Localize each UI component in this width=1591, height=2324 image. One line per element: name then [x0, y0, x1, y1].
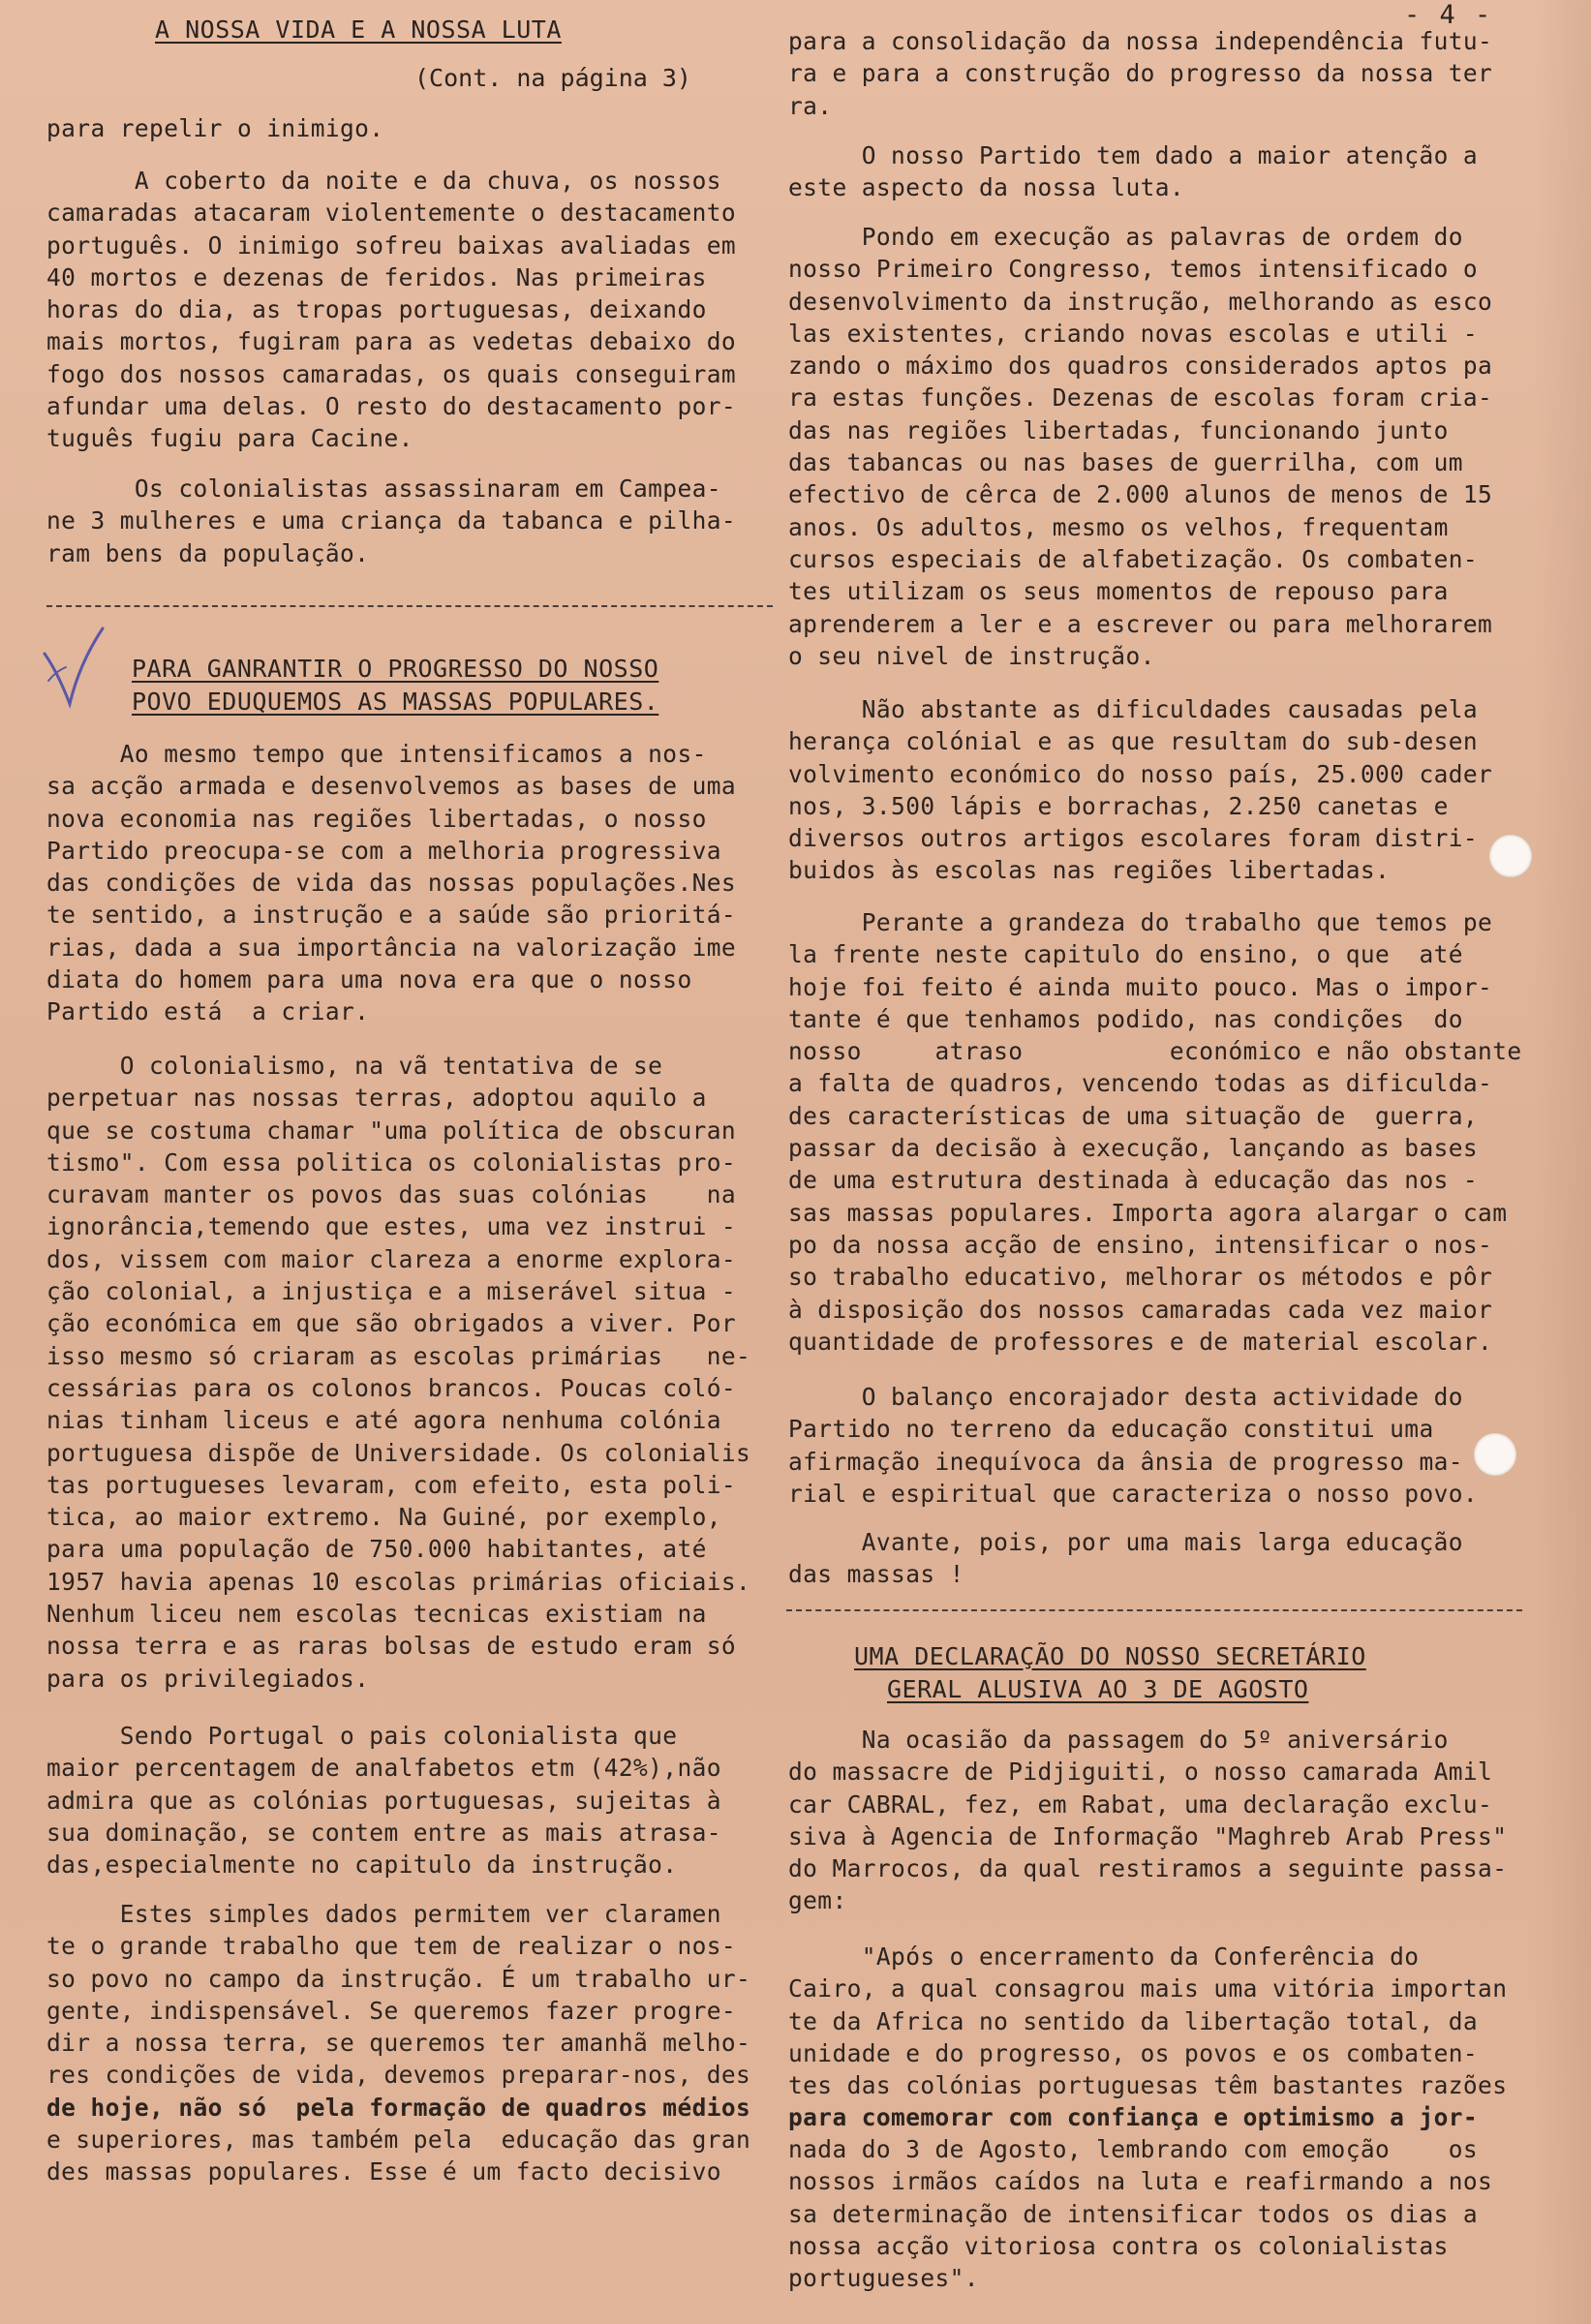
paragraph: Os colonialistas assassinaram em Campea- ne 3 mulheres e uma criança da tabanca e pilha- ram bens da população.: [46, 474, 737, 567]
punch-hole: [1474, 1433, 1516, 1476]
section-divider: [786, 1609, 1522, 1611]
checkmark-icon: [41, 625, 108, 712]
section-divider: [46, 605, 773, 607]
punch-hole: [1489, 835, 1532, 877]
paragraph: Não abstante as dificuldades causadas pela herança colónial e as que resultam do sub-desen volvimento económico do nosso país, 25.000 cader nos, 3.500 lápis e borrachas, 2.250 canetas e diversos outros artigos escolares foram distri- buidos às escolas nas regiões libertadas.: [788, 695, 1493, 885]
paragraph: Pondo em execução as palavras de ordem do nosso Primeiro Congresso, temos intensificado o desenvolvimento da instrução, melhorando as esco las existentes, criando novas escolas e utili - zando o máximo dos quadros considerados aptos pa ra estas funções. Dezenas de escolas foram cria- das nas regiões libertadas, funcionando junto das tabancas ou nas bases de guerrilha, com um efectivo de cêrca de 2.000 alunos de menos de 15 anos. Os adultos, mesmo os velhos, frequentam cursos especiais de alfabetização. Os combaten- tes utilizam os seus momentos de repouso para aprenderem a ler e a escrever ou para melhorarem o seu nivel de instrução.: [788, 223, 1493, 670]
paragraph-bold-line: para comemorar com confiança e optimismo a jor-: [788, 2103, 1479, 2131]
paragraph: Na ocasião da passagem do 5º aniversário do massacre de Pidjiguiti, o nosso camarada Amil car CABRAL, fez, em Rabat, uma declaração exclu- siva à Agencia de Informação "Maghreb Arab Press" do Marrocos, da qual restiramos a seguinte passa- gem:: [788, 1726, 1508, 1915]
paragraph-bold-line: de hoje, não só pela formação de quadros médios: [46, 2094, 751, 2122]
article-title-line: POVO EDUQUEMOS AS MASSAS POPULARES.: [132, 688, 659, 716]
paragraph: "Após o encerramento da Conferência do Cairo, a qual consagrou mais uma vitória importan te da Africa no sentido da libertação total, da unidade e do progresso, os povos e os combaten- tes das colónias portuguesas têm bastantes razões: [788, 1942, 1508, 2100]
page-number: - 4 -: [1404, 0, 1493, 30]
article-title-line: UMA DECLARAÇÃO DO NOSSO SECRETÁRIO: [854, 1642, 1366, 1670]
paragraph: e superiores, mas também pela educação das gran des massas populares. Esse é um facto decisivo: [46, 2125, 751, 2186]
paragraph: O nosso Partido tem dado a maior atenção a este aspecto da nossa luta.: [788, 141, 1479, 202]
paragraph: Perante a grandeza do trabalho que temos pe la frente neste capitulo do ensino, o que até hoje foi feito é ainda muito pouco. Mas o impor- tante é que tenhamos podido, nas condições do nosso atraso económico e não obstante a falta de quadros, vencendo todas as dificulda- des características de uma situação de guerra, passar da decisão à execução, lançando as bases de uma estrutura destinada à educação das nos - sas massas populares. Importa agora alargar o cam po da nossa acção de ensino, intensificar o nos- so trabalho educativo, melhorar os métodos e pôr à disposição dos nossos camaradas cada vez maior quantidade de professores e de material escolar.: [788, 908, 1522, 1356]
paragraph: O balanço encorajador desta actividade do Partido no terreno da educação constitui uma afirmação inequívoca da ânsia de progresso ma- rial e espiritual que caracteriza o nosso povo.: [788, 1383, 1479, 1508]
paragraph: Sendo Portugal o pais colonialista que maior percentagem de analfabetos etm (42%),não admira que as colónias portuguesas, sujeitas à sua dominação, se contem entre as mais atrasa- das,especialmente no capitulo da instrução.: [46, 1722, 721, 1880]
article-title-line: PARA GANRANTIR O PROGRESSO DO NOSSO: [132, 655, 659, 683]
paragraph: A coberto da noite e da chuva, os nossos camaradas atacaram violentemente o destacamento português. O inimigo sofreu baixas avaliadas em 40 mortos e dezenas de feridos. Nas primeiras horas do dia, as tropas portuguesas, deixando mais mortos, fugiram para as vedetas debaixo do fogo dos nossos camaradas, os quais conseguiram afundar uma delas. O resto do destacamento por- tuguês fugiu para Cacine.: [46, 167, 737, 453]
paragraph: para repelir o inimigo.: [46, 114, 384, 142]
page-edge-shadow: [1533, 0, 1591, 2324]
paragraph: Ao mesmo tempo que intensificamos a nos- sa acção armada e desenvolvemos as bases de uma nova economia nas regiões libertadas, o nosso Partido preocupa-se com a melhoria progressiva das condições de vida das nossas populações.Nes te sentido, a instrução e a saúde são prioritá- rias, dada a sua importância na valorização ime diata do homem para uma nova era que o nosso Partido está a criar.: [46, 740, 737, 1026]
article-title-line: GERAL ALUSIVA AO 3 DE AGOSTO: [887, 1675, 1309, 1703]
paragraph: nada do 3 de Agosto, lembrando com emoção os nossos irmãos caídos na luta e reafirmando a nos sa determinação de intensificar todos os dias a nossa acção vitoriosa contra os colonialistas portugueses".: [788, 2135, 1493, 2293]
paragraph: O colonialismo, na vã tentativa de se perpetuar nas nossas terras, adoptou aquilo a que se costuma chamar "uma política de obscuran tismo". Com essa politica os colonialistas pro- curavam manter os povos das suas colónias na ignorância,temendo que estes, uma vez instrui - dos, vissem com maior clareza a enorme explora- ção colonial, a injustiça e a miserável situa - ção económica em que são obrigados a viver. Por isso mesmo só criaram as escolas primárias ne- cessárias para os colonos brancos. Poucas coló- nias tinham liceus e até agora nenhuma colónia portuguesa dispõe de Universidade. Os colonialis tas portugueses levaram, com efeito, esta poli- tica, ao maior extremo. Na Guiné, por exemplo, para uma população de 750.000 habitantes, até 1957 havia apenas 10 escolas primárias oficiais. Nenhum liceu nem escolas tecnicas existiam na nossa terra e as raras bolsas de estudo eram só para os privilegiados.: [46, 1052, 751, 1693]
paragraph: Estes simples dados permitem ver claramen te o grande trabalho que tem de realizar o nos- so povo no campo da instrução. É um trabalho ur- gente, indispensável. Se queremos fazer progre- dir a nossa terra, se queremos ter amanhã melho- res condições de vida, devemos preparar-nos, des: [46, 1900, 751, 2090]
continuation-note: (Cont. na página 3): [414, 64, 691, 92]
paragraph: Avante, pois, por uma mais larga educação das massas !: [788, 1528, 1463, 1589]
article-title-nossa-vida: A NOSSA VIDA E A NOSSA LUTA: [155, 15, 562, 44]
paragraph: para a consolidação da nossa independência futu- ra e para a construção do progresso da nossa ter ra.: [788, 27, 1493, 120]
